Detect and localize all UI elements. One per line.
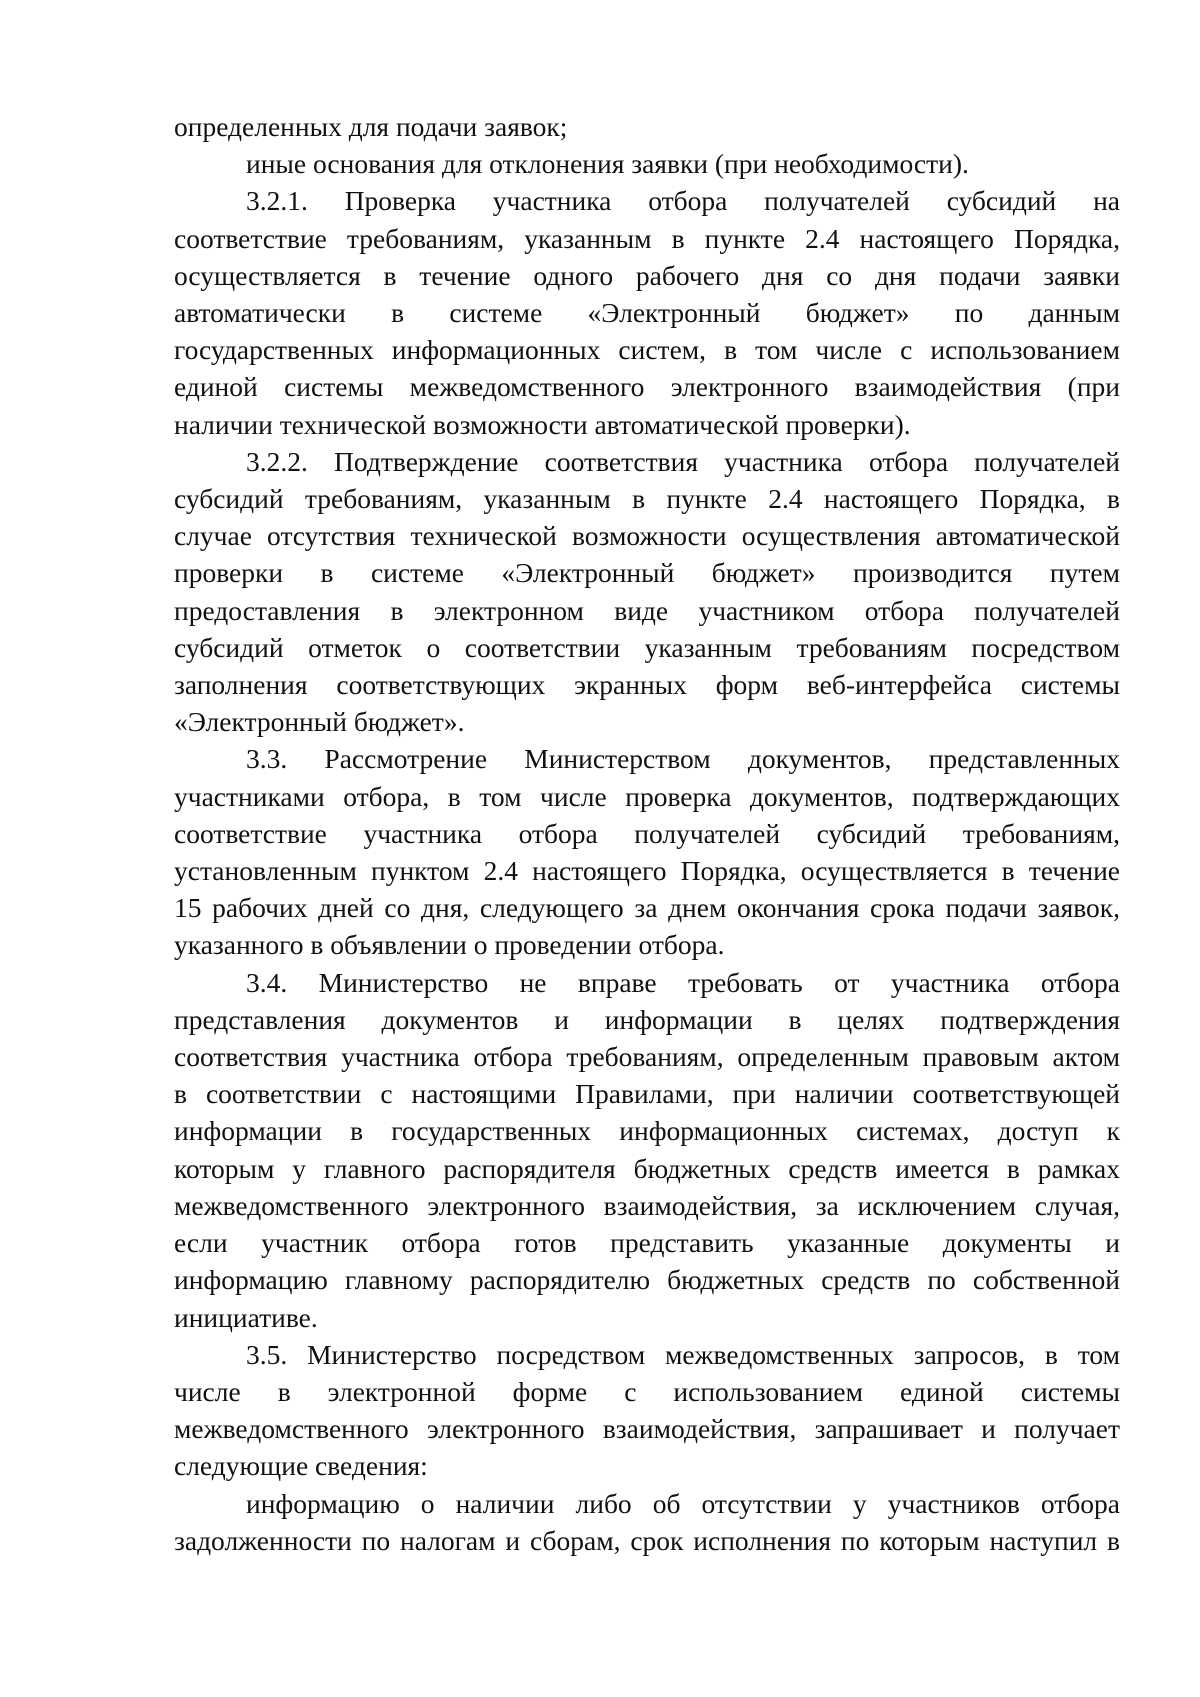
text-line: информацию главному распорядителю бюджетных средств по собственной xyxy=(174,1264,1120,1296)
paragraph xyxy=(174,740,1120,963)
text-line: 3.2.2. Подтверждение соответствия участника отбора получателей xyxy=(246,445,1120,477)
text-line: информации в государственных информационных системах, доступ к xyxy=(174,1115,1120,1147)
text-line: числе в электронной форме с использованием единой системы xyxy=(174,1375,1120,1407)
text-line: «Электронный бюджет». xyxy=(174,706,465,738)
paragraph xyxy=(174,145,1120,182)
text-line: установленным пунктом 2.4 настоящего Порядка, осуществляется в течение xyxy=(174,855,1120,887)
text-line: 3.3. Рассмотрение Министерством документов, представленных xyxy=(246,743,1120,775)
text-line: 3.4. Министерство не вправе требовать от участника отбора xyxy=(246,966,1120,998)
text-line: 3.5. Министерство посредством межведомственных запросов, в том xyxy=(246,1338,1120,1370)
text-line: субсидий отметок о соответствии указанным требованиям посредством xyxy=(174,631,1120,663)
text-line: соответствие участника отбора получателей субсидий требованиям, xyxy=(174,817,1120,849)
text-line: межведомственного электронного взаимодействия, запрашивает и получает xyxy=(174,1413,1120,1445)
text-line: наличии технической возможности автоматической проверки). xyxy=(174,408,911,440)
document-body xyxy=(174,108,1120,1559)
text-line: задолженности по налогам и сборам, срок исполнения по которым наступил в xyxy=(174,1524,1120,1556)
document-page xyxy=(174,108,1120,1559)
paragraph xyxy=(174,964,1120,1336)
text-line: осуществляется в течение одного рабочего дня со дня подачи заявки xyxy=(174,259,1120,291)
text-line: иные основания для отклонения заявки (при необходимости). xyxy=(246,148,969,180)
text-line: указанного в объявлении о проведении отбора. xyxy=(174,929,725,961)
paragraph xyxy=(174,182,1120,442)
text-line: следующие сведения: xyxy=(174,1450,428,1482)
text-line: государственных информационных систем, в том числе с использованием xyxy=(174,334,1120,366)
text-line: представления документов и информации в целях подтверждения xyxy=(174,1003,1120,1035)
text-line: если участник отбора готов представить указанные документы и xyxy=(174,1227,1120,1259)
text-line: 3.2.1. Проверка участника отбора получателей субсидий на xyxy=(246,185,1120,217)
text-line: проверки в системе «Электронный бюджет» производится путем xyxy=(174,557,1120,589)
text-line: автоматически в системе «Электронный бюджет» по данным xyxy=(174,297,1120,329)
text-line: определенных для подачи заявок; xyxy=(174,111,568,142)
text-line: предоставления в электронном виде участником отбора получателей xyxy=(174,594,1120,626)
paragraph xyxy=(174,443,1120,741)
text-line: которым у главного распорядителя бюджетных средств имеется в рамках xyxy=(174,1152,1120,1184)
paragraph xyxy=(174,108,1120,145)
text-line: 15 рабочих дней со дня, следующего за днем окончания срока подачи заявок, xyxy=(174,892,1120,924)
text-line: участниками отбора, в том числе проверка документов, подтверждающих xyxy=(174,780,1120,812)
text-line: соответствие требованиям, указанным в пункте 2.4 настоящего Порядка, xyxy=(174,222,1120,254)
text-line: инициативе. xyxy=(174,1301,318,1333)
paragraph xyxy=(174,1485,1120,1559)
paragraph xyxy=(174,1336,1120,1485)
text-line: субсидий требованиям, указанным в пункте 2.4 настоящего Порядка, в xyxy=(174,483,1120,515)
text-line: случае отсутствия технической возможности осуществления автоматической xyxy=(174,520,1120,552)
text-line: в соответствии с настоящими Правилами, при наличии соответствующей xyxy=(174,1078,1120,1110)
text-line: заполнения соответствующих экранных форм веб-интерфейса системы xyxy=(174,669,1120,701)
text-line: информацию о наличии либо об отсутствии у участников отбора xyxy=(246,1487,1120,1519)
text-line: межведомственного электронного взаимодействия, за исключением случая, xyxy=(174,1189,1120,1221)
text-line: соответствия участника отбора требованиям, определенным правовым актом xyxy=(174,1041,1120,1073)
text-line: единой системы межведомственного электронного взаимодействия (при xyxy=(174,371,1120,403)
